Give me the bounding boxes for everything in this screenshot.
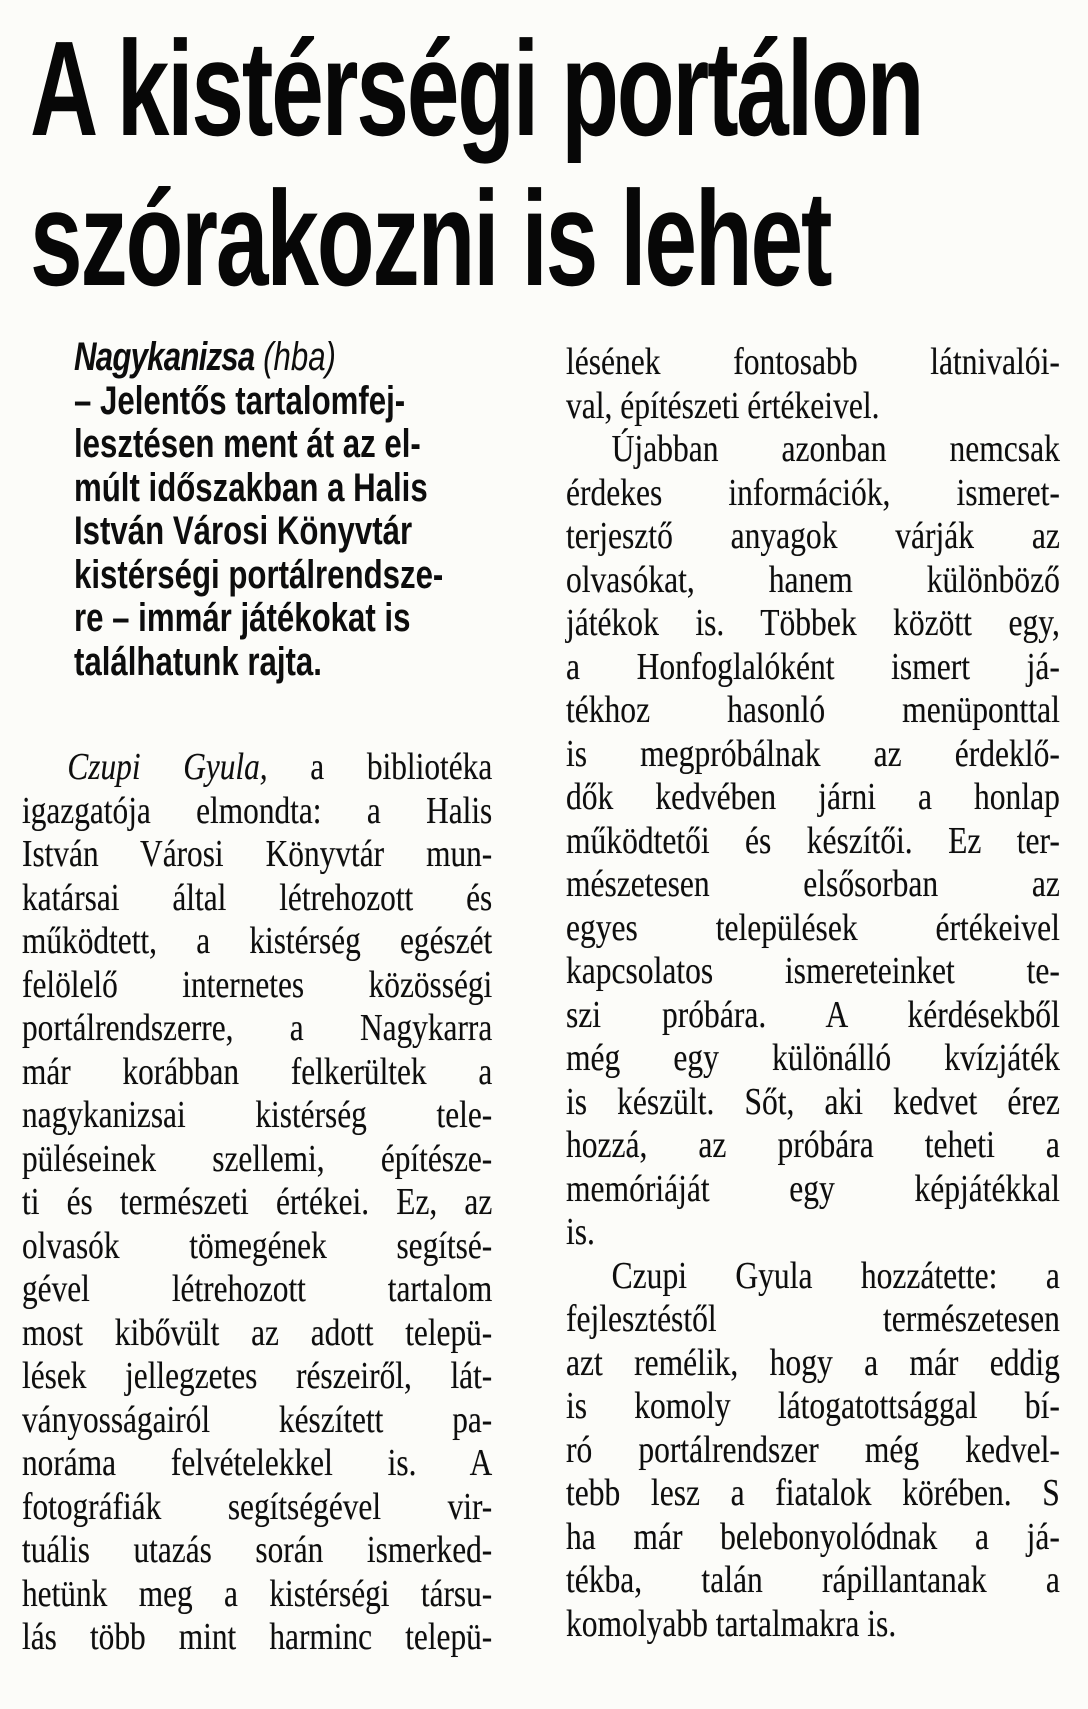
text: a Honfoglalóként ismert já-: [566, 645, 1060, 688]
text: hetünk meg a kistérségi társu-: [22, 1572, 493, 1615]
text: találhatunk rajta.: [74, 639, 322, 684]
text: lesztésen ment át az el-: [74, 422, 421, 466]
text-line: [74, 510, 503, 554]
text-line: [566, 820, 1060, 864]
text-line: [74, 641, 503, 685]
text-line: [566, 515, 1060, 559]
text-line: [566, 1342, 1060, 1386]
lead-lines: [74, 380, 503, 685]
text: kistérségi portálrendsze-: [74, 552, 444, 597]
text: felölelő internetes közösségi: [22, 963, 493, 1006]
text: olvasókat, hanem különböző: [566, 558, 1060, 601]
text: István Városi Könyvtár: [74, 509, 413, 553]
text: múlt időszakban a Halis: [74, 465, 428, 510]
text: püléseinek szellemi, építésze-: [22, 1137, 493, 1180]
headline-line-1: A kistérségi portálon: [30, 13, 923, 164]
text-line: [22, 1312, 492, 1356]
text: re – immár játékokat is: [74, 596, 411, 640]
text: ha már belebonyolódnak a já-: [566, 1515, 1060, 1558]
text: lésének fontosabb látnivalói-: [566, 341, 1060, 383]
headline: [30, 14, 1088, 314]
text-line: [566, 689, 1060, 733]
text-line: [566, 1037, 1060, 1081]
dateline: [74, 336, 503, 380]
dateline-place: Nagykanizsa: [74, 335, 255, 379]
text-line: [22, 1051, 492, 1095]
text-line: [22, 877, 492, 921]
text-line: [22, 1399, 492, 1443]
text-line: [566, 559, 1060, 603]
text: is.: [566, 1211, 595, 1253]
text-line: [22, 1486, 492, 1530]
text: játékok is. Többek között egy,: [566, 602, 1060, 644]
text-line: [566, 472, 1060, 516]
italic-text: Czupi Gyula,: [67, 746, 268, 788]
text-line: [74, 467, 503, 511]
text-line: [22, 790, 492, 834]
text: már korábban felkerültek a: [22, 1050, 493, 1093]
text: is megpróbálnak az érdeklő-: [566, 732, 1060, 775]
text-line: [22, 964, 492, 1008]
text-line: [22, 1007, 492, 1051]
text: gével létrehozott tartalom: [22, 1268, 493, 1310]
text: igazgatója elmondta: a Halis: [22, 789, 493, 832]
text-line: [566, 1298, 1060, 1342]
text-line: [22, 1616, 492, 1660]
text: szi próbára. A kérdésekből: [566, 993, 1060, 1036]
text-line: [22, 1442, 492, 1486]
text-line: [22, 1268, 492, 1312]
text: – Jelentős tartalomfej-: [74, 378, 406, 423]
text: azt remélik, hogy a már eddig: [566, 1341, 1060, 1384]
text-line: [566, 907, 1060, 951]
text-line: [566, 863, 1060, 907]
text-line: [22, 746, 492, 790]
text-line: [22, 1094, 492, 1138]
text: Újabban azonban nemcsak: [611, 428, 1060, 470]
body-left-column: [22, 746, 592, 1660]
text: noráma felvételekkel is. A: [22, 1442, 493, 1484]
text-line: [566, 776, 1060, 820]
text-line: [566, 1516, 1060, 1560]
text: a bibliotéka: [267, 746, 493, 788]
text: érdekes információk, ismeret-: [566, 471, 1060, 514]
body-right-text: [566, 341, 1060, 1646]
text-line: [22, 920, 492, 964]
text: most kibővült az adott telepü-: [22, 1311, 493, 1354]
text: komolyabb tartalmakra is.: [566, 1602, 897, 1645]
text: hozzá, az próbára teheti a: [566, 1124, 1060, 1166]
text: ró portálrendszer még kedvel-: [566, 1428, 1060, 1471]
text-line: [22, 1138, 492, 1182]
text: val, építészeti értékeivel.: [566, 384, 880, 427]
text: memóriáját egy képjátékkal: [566, 1167, 1060, 1210]
text: működtetői és készítői. Ez ter-: [566, 819, 1060, 862]
text-line: [566, 1429, 1060, 1473]
dateline-credit: (hba): [254, 335, 336, 379]
text: portálrendszerre, a Nagykarra: [22, 1007, 493, 1049]
text: ványosságairól készített pa-: [22, 1398, 493, 1441]
text-line: [74, 597, 503, 641]
body-left-text: [22, 746, 492, 1660]
text-line: [566, 385, 1060, 429]
headline-line-2: szórakozni is lehet: [30, 163, 831, 314]
lead-text: [74, 336, 503, 684]
text-line: [566, 602, 1060, 646]
text: lás több mint harminc telepü-: [22, 1616, 493, 1658]
text-line: [74, 423, 503, 467]
text: lések jellegzetes részeiről, lát-: [22, 1355, 493, 1397]
text: még egy különálló kvízjáték: [566, 1037, 1060, 1079]
text: mészetesen elsősorban az: [566, 863, 1060, 905]
text-line: [566, 646, 1060, 690]
text-line: [566, 1168, 1060, 1212]
text-line: [566, 1081, 1060, 1125]
text: ti és természeti értékei. Ez, az: [22, 1181, 493, 1223]
text: István Városi Könyvtár mun-: [22, 833, 493, 875]
text-line: [74, 554, 503, 598]
text: tékba, talán rápillantanak a: [566, 1559, 1060, 1601]
text: tékhoz hasonló menüponttal: [566, 689, 1060, 731]
text: is készült. Sőt, aki kedvet érez: [566, 1080, 1060, 1123]
text: terjesztő anyagok várják az: [566, 515, 1060, 557]
lead-paragraph: [74, 336, 624, 684]
text-line: [566, 733, 1060, 777]
text: fejlesztéstől természetesen: [566, 1298, 1060, 1340]
text-line: [566, 1255, 1060, 1299]
body-right-column: [566, 341, 1088, 1646]
text-line: [566, 1559, 1060, 1603]
text: tuális utazás során ismerked-: [22, 1529, 493, 1571]
text: egyes települések értékeivel: [566, 906, 1060, 949]
text: működtett, a kistérség egészét: [22, 920, 493, 962]
text-line: [566, 994, 1060, 1038]
text: nagykanizsai kistérség tele-: [22, 1094, 493, 1136]
text-line: [22, 1529, 492, 1573]
text: kapcsolatos ismereteinket te-: [566, 950, 1060, 992]
text-line: [566, 1603, 1060, 1647]
text-line: [566, 1472, 1060, 1516]
text-line: [22, 1573, 492, 1617]
text: dők kedvében járni a honlap: [566, 776, 1060, 818]
text: is komoly látogatottsággal bí-: [566, 1385, 1060, 1427]
text-line: [74, 380, 503, 424]
text-line: [566, 428, 1060, 472]
text-line: [22, 1225, 492, 1269]
text: Czupi Gyula hozzátette: a: [611, 1254, 1060, 1297]
text: fotográfiák segítségével vir-: [22, 1485, 493, 1528]
text-line: [566, 341, 1060, 385]
text-line: [566, 1211, 1060, 1255]
text: katársai által létrehozott és: [22, 876, 493, 919]
text: tebb lesz a fiatalok körében. S: [566, 1472, 1060, 1514]
text-line: [22, 833, 492, 877]
text-line: [566, 1124, 1060, 1168]
text-line: [566, 1385, 1060, 1429]
text: olvasók tömegének segítsé-: [22, 1224, 493, 1267]
text-line: [22, 1355, 492, 1399]
text-line: [22, 1181, 492, 1225]
text-line: [566, 950, 1060, 994]
